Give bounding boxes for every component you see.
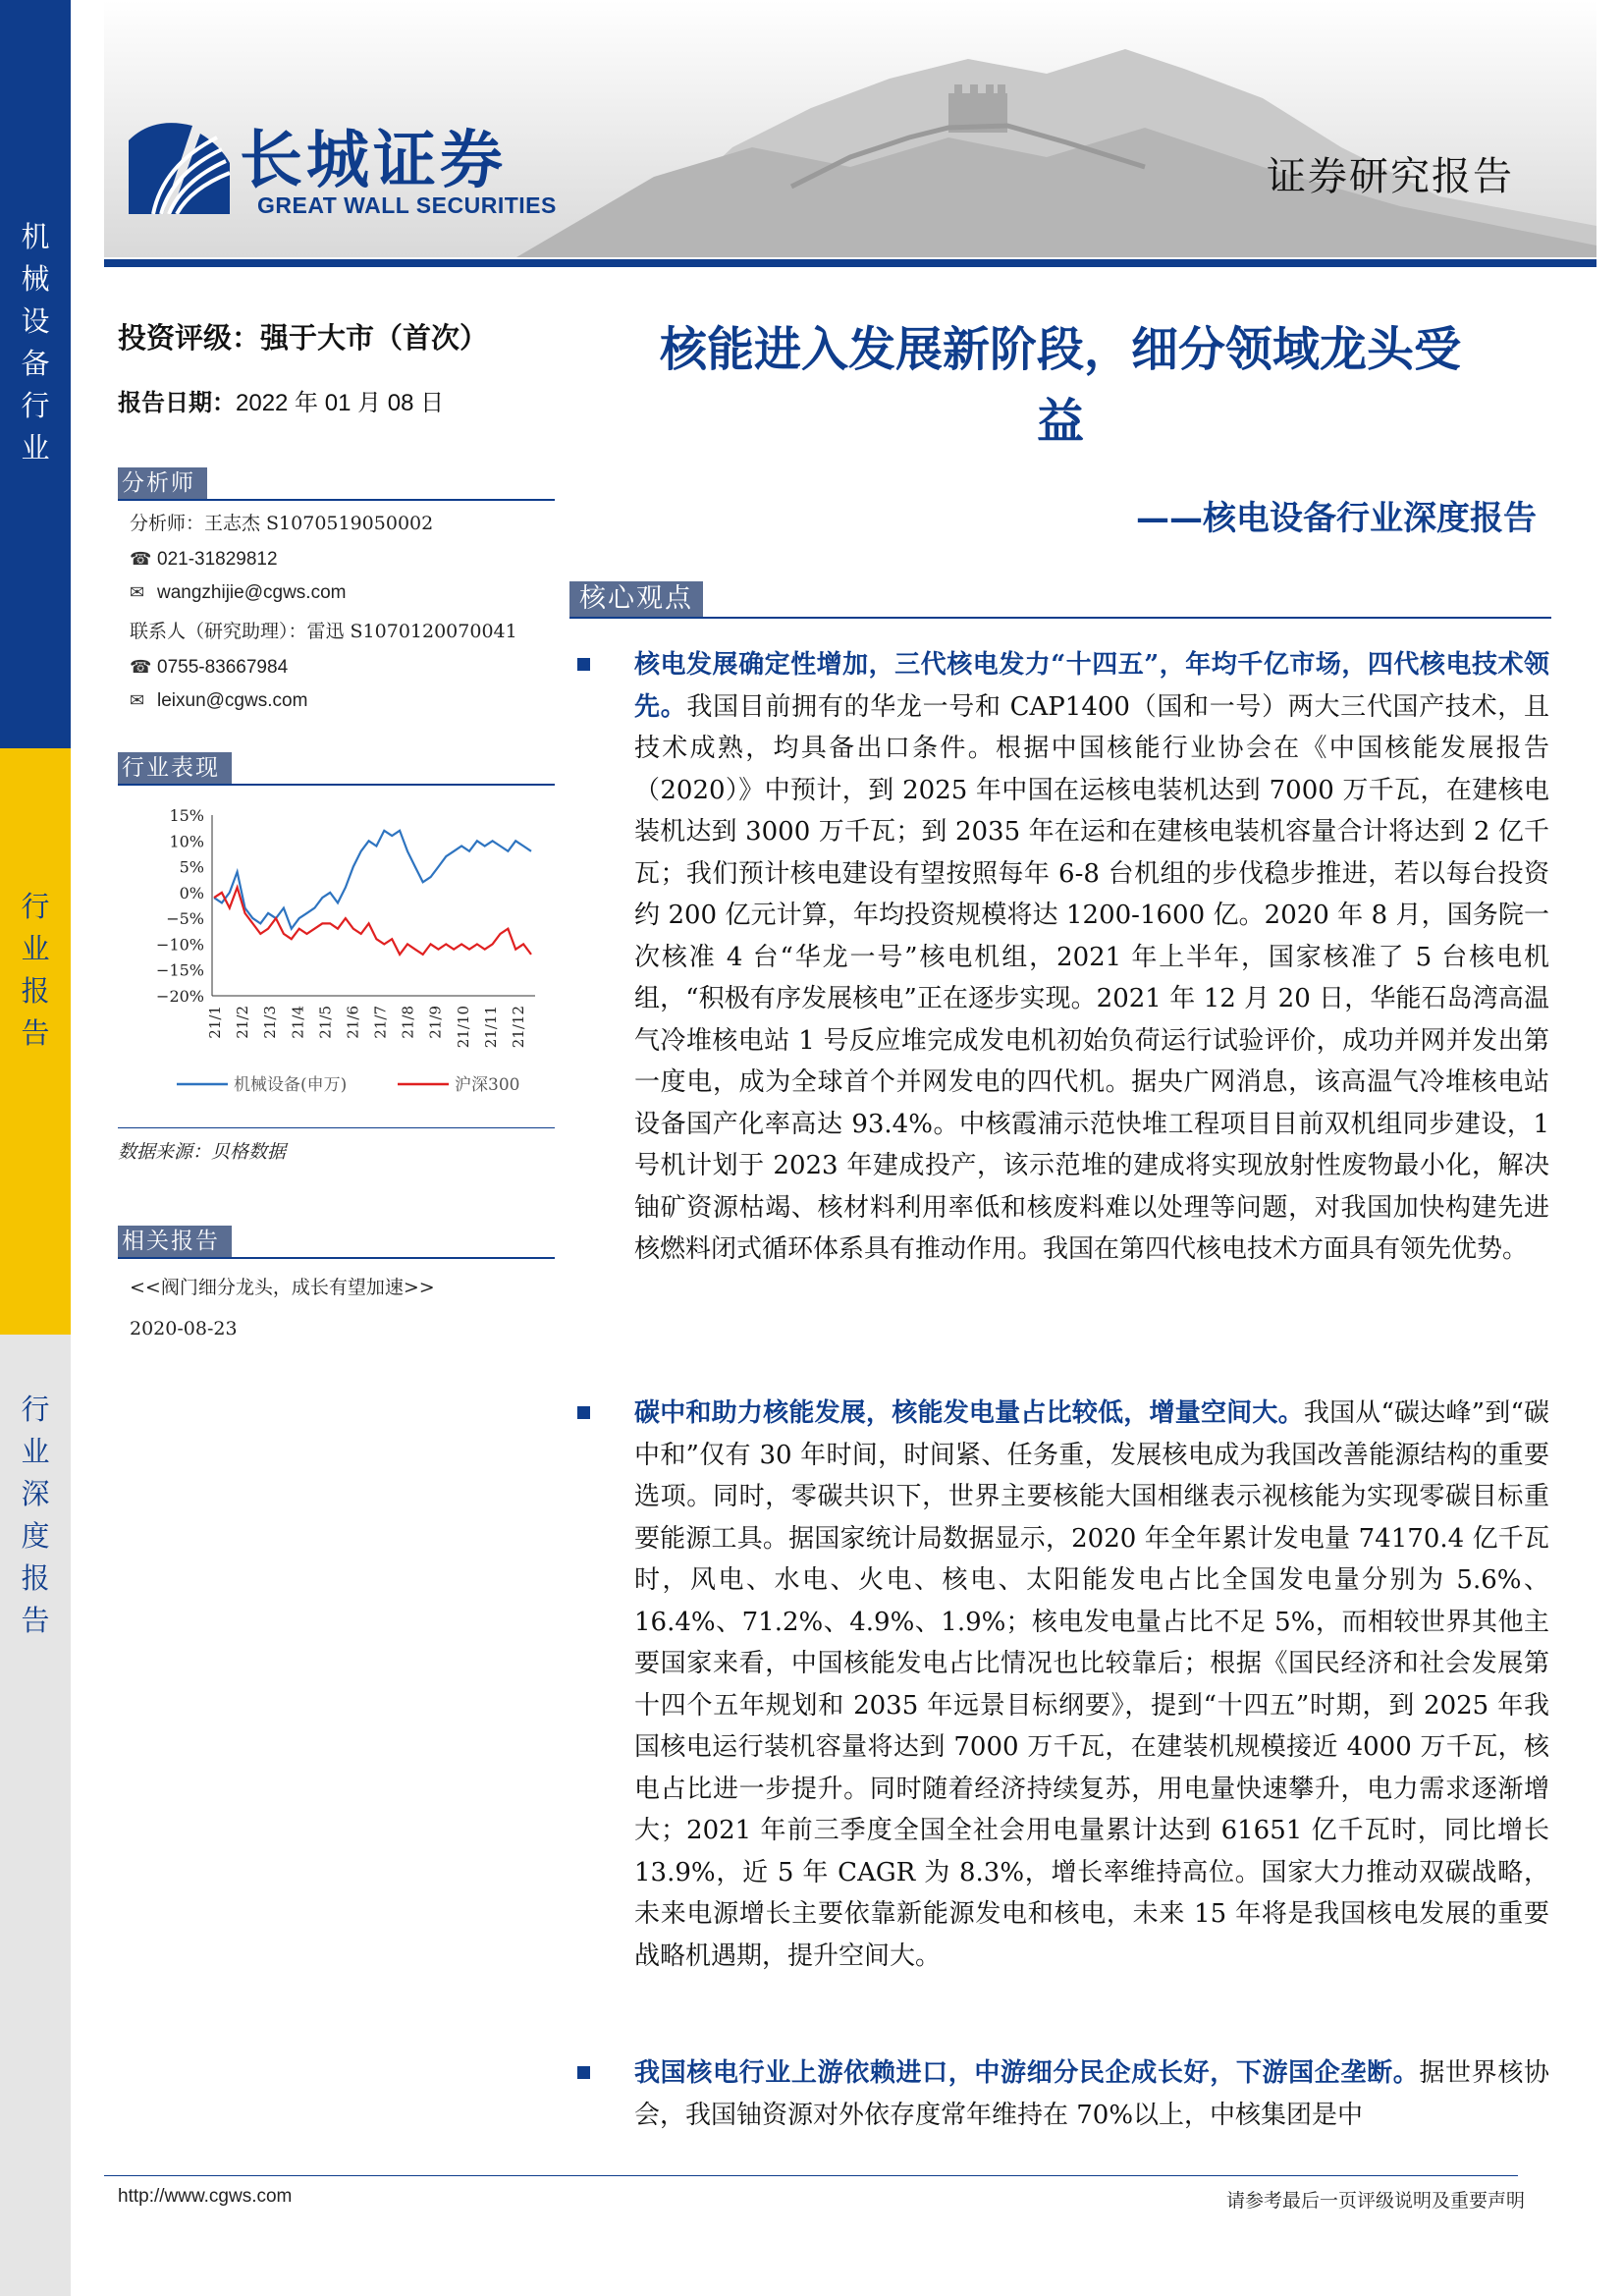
header-divider [104, 259, 1596, 267]
core-section-title: 核心观点 [569, 581, 703, 617]
chart-x-tick-label: 21/2 [234, 1006, 252, 1039]
side-char: 行 [21, 1393, 50, 1426]
phone-icon: ☎ [130, 657, 152, 678]
report-type-label: 证券研究报告 [1267, 154, 1514, 199]
core-section-header [569, 581, 1551, 619]
phone-icon: ☎ [130, 549, 152, 570]
bullet-square-icon [577, 1406, 590, 1419]
chart-legend-label: 沪深300 [455, 1075, 520, 1095]
side-char: 业 [21, 932, 50, 965]
report-title [569, 314, 1551, 458]
related-report-date: 2020-08-23 [130, 1318, 238, 1339]
bullet-lead: 碳中和助力核能发展，核能发电量占比较低，增量空间大。 [634, 1398, 1304, 1428]
side-char: 备 [21, 347, 50, 380]
report-subtitle: ——核电设备行业深度报告 [1136, 499, 1537, 538]
side-label-industry [0, 0, 71, 748]
chart-x-tick-label: 21/11 [481, 1006, 500, 1049]
analyst-phone: 021-31829812 [157, 549, 278, 570]
chart-legend-label: 机械设备(申万) [234, 1075, 348, 1095]
side-char: 深 [21, 1477, 50, 1510]
analyst-line: 分析师：王志杰 S1070519050002 [130, 513, 434, 534]
chart-series-line-1 [214, 831, 531, 929]
email-icon: ✉ [130, 690, 145, 711]
date-label: 报告日期： [118, 388, 236, 416]
chart-y-tick-label: −15% [156, 960, 204, 980]
analysts-section-header [118, 467, 555, 501]
industry-performance-chart [118, 793, 555, 1118]
brand-name-en: GREAT WALL SECURITIES [257, 192, 557, 218]
performance-section-title: 行业表现 [118, 752, 232, 784]
side-char: 报 [21, 1561, 50, 1595]
bullet-paragraph [634, 1393, 1549, 1977]
chart-x-tick-label: 21/5 [316, 1006, 335, 1039]
chart-x-tick-label: 21/6 [344, 1006, 362, 1039]
report-title-line1: 核能进入发展新阶段，细分领域龙头受 [659, 322, 1461, 377]
contact-phone-row [130, 656, 288, 679]
side-char: 设 [21, 304, 50, 338]
analyst-phone-row [130, 548, 278, 571]
chart-source: 数据来源：贝格数据 [118, 1141, 287, 1163]
bullet-text: 我国目前拥有的华龙一号和 CAP1400（国和一号）两大三代国产技术，且技术成熟，均具备出口条件。根据中国核能行业协会在《中国核能发展报告（2020）》中预计，到 2025 年中国在运核电装机达到 7000 万千瓦，在建核电装机达到 3000 万千瓦；到 2035 年在运和在建核电装机容量合计将达到 2 亿千瓦；我们预计核电建设有望按照每年 6-8 台机组的步伐稳步推进，若以每台投资约 200 亿元计算，年均投资规模将达 1200-1600 亿。2020 年 8 月，国务院一次核准 4 台“华龙一号”核电机组，2021 年上半年，国家核准了 5 台核电机组，“积极有序发展核电”正在逐步实现。2021 年 12 月 20 日，华能石岛湾高温气冷堆核电站 1 号反应堆完成发电机初始负荷运行试验评价，成功并网并发出第一度电，成为全球首个并网发电的四代机。据央广网消息，该高温气冷堆核电站设备国产化率高达 93.4%。中核霞浦示范快堆工程项目目前双机组同步建设，1 号机计划于 2023 年建成投产，该示范堆的建成将实现放射性废物最小化，解决铀矿资源枯竭、核材料利用率低和核废料难以处理等问题，对我国加快构建先进核燃料闭式循环体系具有推动作用。我国在第四代核电技术方面具有领先优势。 [634, 691, 1549, 1264]
chart-x-tick-label: 21/7 [371, 1006, 390, 1039]
chart-x-tick-label: 21/10 [454, 1006, 472, 1049]
side-char: 机 [21, 220, 50, 253]
side-label-report [0, 748, 71, 1335]
side-char: 度 [21, 1519, 50, 1553]
side-char: 业 [21, 1435, 50, 1468]
chart-x-tick-label: 21/3 [261, 1006, 280, 1039]
chart-y-tick-label: 15% [169, 806, 204, 825]
chart-y-tick-label: 0% [179, 883, 204, 902]
core-bullet [577, 644, 1559, 1271]
footer-divider [104, 2175, 1518, 2176]
bullet-square-icon [577, 658, 590, 671]
performance-section-header [118, 752, 555, 786]
contact-email-row [130, 689, 307, 712]
side-char: 行 [21, 389, 50, 422]
side-category-strip [0, 0, 71, 2296]
related-section-header [118, 1226, 555, 1259]
brand-logo [124, 116, 232, 214]
contact-line: 联系人（研究助理）：雷迅 S1070120070041 [130, 621, 517, 642]
related-report-title[interactable]: <<阀门细分龙头，成长有望加速>> [130, 1277, 435, 1298]
date-value: 2022 年 01 月 08 日 [236, 390, 445, 416]
chart-y-tick-label: −20% [156, 987, 204, 1006]
analysts-section-title: 分析师 [118, 467, 207, 499]
chart-y-tick-label: 10% [169, 832, 204, 851]
chart-x-tick-label: 21/9 [426, 1006, 445, 1039]
investment-rating [118, 316, 488, 356]
chart-y-tick-label: −5% [166, 909, 204, 929]
bullet-paragraph [634, 644, 1549, 1271]
side-char: 告 [21, 1016, 50, 1050]
bullet-paragraph [634, 2052, 1549, 2136]
report-date [118, 383, 444, 417]
chart-divider [118, 1127, 555, 1128]
chart-y-tick-label: −10% [156, 935, 204, 955]
side-char: 报 [21, 974, 50, 1008]
report-title-line2: 益 [1036, 394, 1084, 449]
rating-label: 投资评级： [118, 321, 261, 355]
core-bullet [577, 1393, 1559, 1977]
bullet-text: 据世界核协会，我国铀资源对外依存度常年维持在 70%以上，中核集团是中 [634, 2058, 1549, 2130]
bullet-square-icon [577, 2066, 590, 2079]
email-icon: ✉ [130, 582, 145, 603]
chart-x-tick-label: 21/12 [510, 1006, 527, 1049]
related-section-title: 相关报告 [118, 1226, 232, 1257]
bullet-lead: 我国核电行业上游依赖进口，中游细分民企成长好，下游国企垄断。 [634, 2058, 1420, 2088]
brand-name-cn: 长城证券 [240, 125, 507, 197]
rating-value: 强于大市（首次） [260, 321, 489, 355]
side-char: 业 [21, 431, 50, 465]
side-label-deep-report [0, 1335, 71, 2296]
chart-x-tick-label: 21/4 [289, 1006, 307, 1039]
analyst-email[interactable]: wangzhijie@cgws.com [157, 582, 347, 603]
bullet-lead: 核电发展确定性增加，三代核电发力“十四五”，年均千亿市场，四代核电技术领先。 [634, 650, 1549, 722]
side-char: 告 [21, 1604, 50, 1637]
chart-y-tick-label: 5% [179, 857, 204, 877]
footer-disclaimer-note: 请参考最后一页评级说明及重要声明 [1225, 2190, 1525, 2212]
contact-email[interactable]: leixun@cgws.com [157, 690, 308, 711]
chart-x-tick-label: 21/1 [206, 1006, 224, 1039]
chart-x-tick-label: 21/8 [399, 1006, 417, 1039]
side-char: 行 [21, 890, 50, 923]
footer-website-link[interactable]: http://www.cgws.com [118, 2186, 293, 2207]
bullet-text: 我国从“碳达峰”到“碳中和”仅有 30 年时间，时间紧、任务重，发展核电成为我国改善能源结构的重要选项。同时，零碳共识下，世界主要核能大国相继表示视核能为实现零碳目标重要能源工具。据国家统计局数据显示，2020 年全年累计发电量 74170.4 亿千瓦时，风电、水电、火电、核电、太阳能发电占比全国发电量分别为 5.6%、16.4%、71.2%、4.9%、1.9%；核电发电量占比不足 5%，而相较世界其他主要国家来看，中国核能发电占比情况也比较靠后；根据《国民经济和社会发展第十四个五年规划和 2035 年远景目标纲要》，提到“十四五”时期，到 2025 年我国核电运行装机容量将达到 7000 万千瓦，在建装机规模接近 4000 万千瓦，核电占比进一步提升。同时随着经济持续复苏，用电量快速攀升，电力需求逐渐增大；2021 年前三季度全国全社会用电量累计达到 61651 亿千瓦时，同比增长 13.9%，近 5 年 CAGR 为 8.3%，增长率维持高位。国家大力推动双碳战略，未来电源增长主要依靠新能源发电和核电，未来 15 年将是我国核电发展的重要战略机遇期，提升空间大。 [634, 1398, 1550, 1971]
side-char: 械 [21, 262, 50, 296]
core-bullet [577, 2052, 1559, 2136]
analyst-email-row [130, 581, 346, 604]
contact-phone: 0755-83667984 [157, 657, 289, 678]
